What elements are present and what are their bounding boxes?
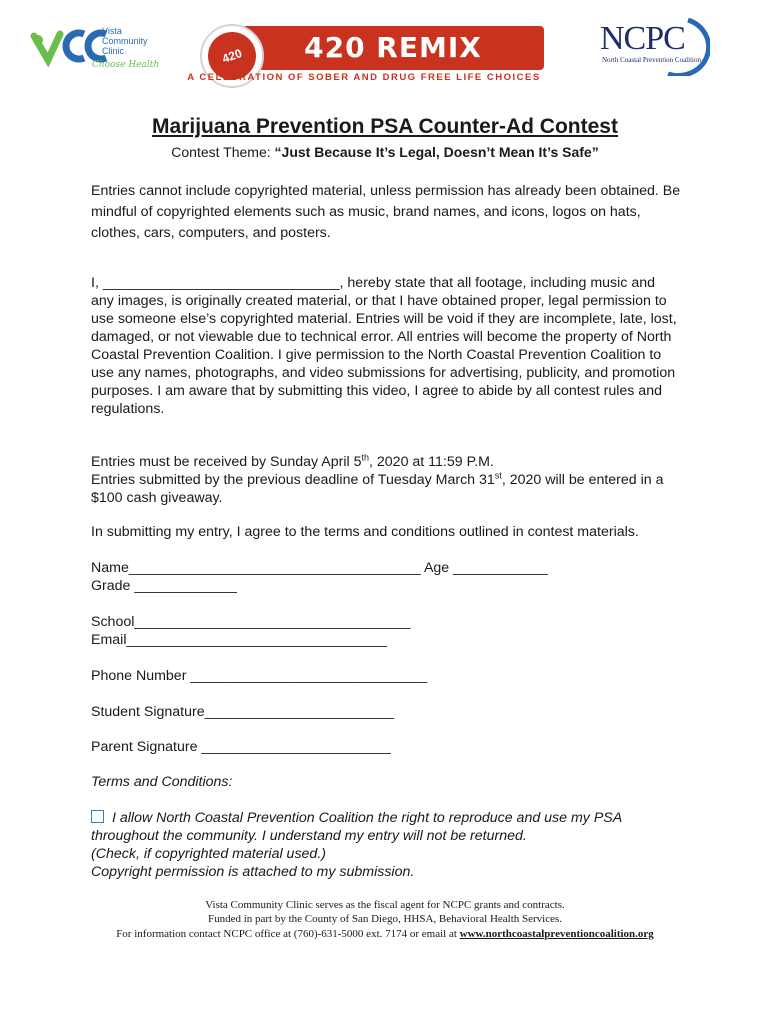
banner-bar <box>242 26 544 70</box>
remix-banner <box>178 24 550 115</box>
terms-line4: Copyright permission is attached to my submission. <box>91 864 415 880</box>
banner-title: 420 REMIX <box>304 31 482 64</box>
copyright-checkbox[interactable] <box>91 810 104 823</box>
grade-field[interactable]: Grade _____________ <box>91 578 237 594</box>
terms-line1 <box>91 810 622 826</box>
deadline1-sup: th <box>361 452 370 463</box>
deadline-paragraph <box>91 453 681 507</box>
school-field[interactable]: School___________________________________ <box>91 614 411 630</box>
footer-line1: Vista Community Clinic serves as the fiscal agent for NCPC grants and contracts. <box>205 899 565 911</box>
footer-line3 <box>0 928 770 940</box>
name-age-field[interactable]: Name_____________________________________ Age ____________ <box>91 560 548 576</box>
terms-line3: (Check, if copyrighted material used.) <box>91 846 326 862</box>
deadline-line2 <box>91 471 681 507</box>
theme-value: “Just Because It’s Legal, Doesn’t Mean It’s Safe” <box>274 144 599 160</box>
copyright-paragraph: Entries cannot include copyrighted material, unless permission has already been obtained. Be mindful of copyrighted elements such as music, brand names, and icons, logos on hats, clothes, cars, computers, and posters. <box>91 183 681 241</box>
email-field[interactable]: Email_________________________________ <box>91 632 387 648</box>
deadline-line1 <box>91 453 681 471</box>
deadline2-text: Entries submitted by the previous deadline of Tuesday March 31 <box>91 472 495 488</box>
page-title: Marijuana Prevention PSA Counter-Ad Contest <box>152 115 618 138</box>
vcc-name <box>102 26 148 56</box>
deadline1-text: Entries must be received by Sunday April 5 <box>91 454 362 470</box>
deadline2-sup: st <box>494 470 502 481</box>
deadline1-text-end: , 2020 at 11:59 P.M. <box>369 454 494 470</box>
vcc-name-line2: Community <box>102 36 148 46</box>
website-link[interactable]: www.northcoastalpreventioncoalition.org <box>459 928 654 940</box>
terms-line2: throughout the community. I understand my entry will not be returned. <box>91 828 527 844</box>
agreement-text: In submitting my entry, I agree to the terms and conditions outlined in contest materials. <box>91 524 639 540</box>
terms-heading: Terms and Conditions: <box>91 774 233 790</box>
ncpc-subtitle: North Coastal Prevention Coalition <box>602 56 701 64</box>
banner-tagline: A CELEBRATION OF SOBER AND DRUG FREE LIFE CHOICES <box>187 72 541 83</box>
deadline2-text-end: , 2020 will be entered in a $100 cash giveaway. <box>91 472 664 506</box>
phone-field[interactable]: Phone Number ______________________________ <box>91 668 428 684</box>
theme-label: Contest Theme: <box>171 144 275 160</box>
ncpc-logo <box>598 16 710 76</box>
vcc-script: Choose Health <box>92 60 160 70</box>
vcc-logo <box>30 22 160 82</box>
vcc-name-line1: Vista <box>102 26 122 36</box>
banner-badge-text: 420 REMIX <box>201 25 263 87</box>
footer-contact: For information contact NCPC office at (760)-631-5000 ext. 7174 or email at <box>116 928 460 940</box>
vcc-name-line3: Clinic <box>102 46 125 56</box>
contest-theme <box>0 144 770 160</box>
terms-line1-text: I allow North Coastal Prevention Coalition the right to reproduce and use my PSA <box>112 810 623 826</box>
ncpc-name: NCPC <box>600 20 685 57</box>
footer-line2: Funded in part by the County of San Diego, HHSA, Behavioral Health Services. <box>207 913 563 925</box>
release-paragraph: I, ______________________________, hereby state that all footage, including music and any images, is originally created material, or that I have obtained proper, legal permission to use someone else’s copyrighted material. Entries will be void if they are incomplete, late, lost, damaged, or not viewable due to technical error. All entries will become the property of North Coastal Prevention Coalition. I give permission to the North Coastal Prevention Coalition to use any names, photographs, and video submissions for advertising, publicity, and promotion purposes. I am aware that by submitting this video, I agree to abide by all contest rules and regulations. <box>91 275 677 417</box>
student-signature-field[interactable]: Student Signature________________________ <box>91 704 394 720</box>
parent-signature-field[interactable]: Parent Signature ________________________ <box>91 739 391 755</box>
